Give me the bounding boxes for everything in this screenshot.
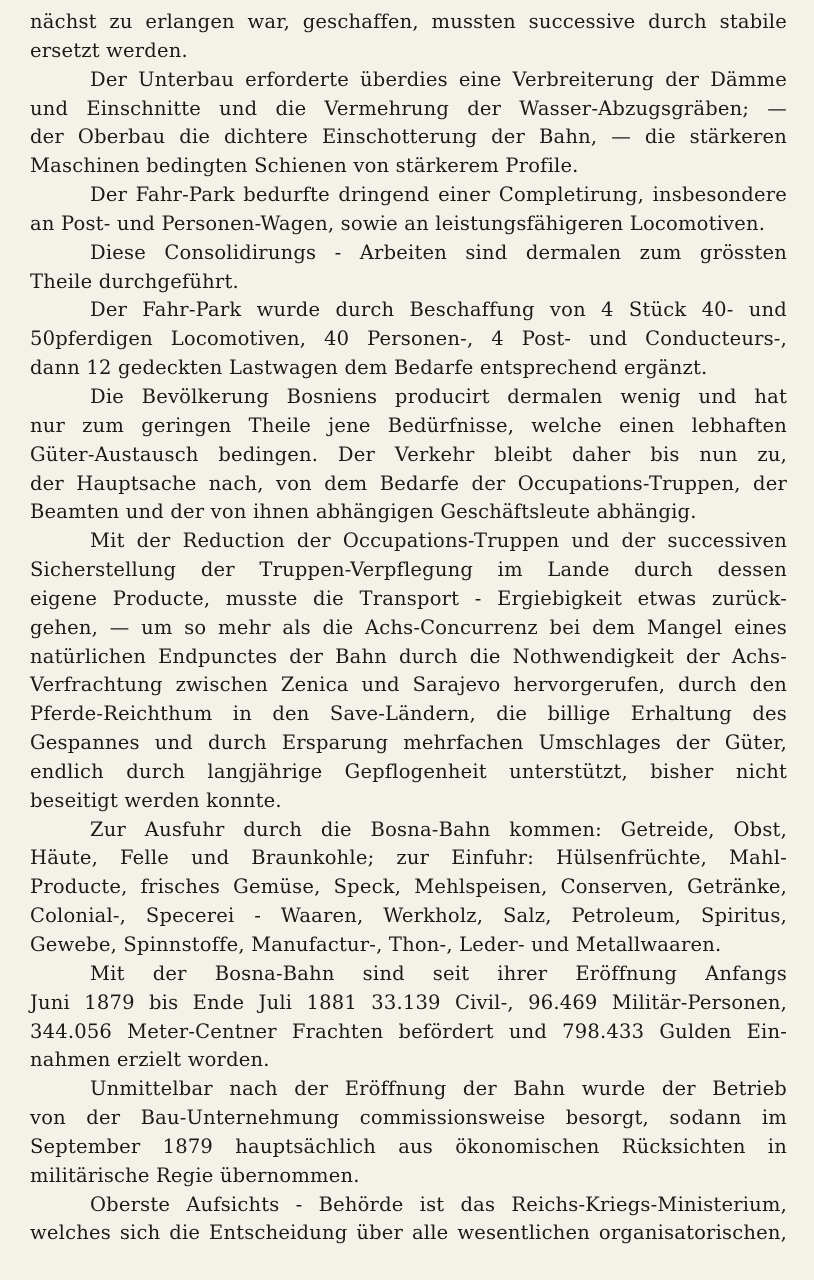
text-line: 344.056 Meter-Centner Frachten befördert und 798.433 Gulden Ein-: [30, 1019, 787, 1043]
text-line: Diese Consolidirungs - Arbeiten sind dermalen zum grössten: [90, 240, 787, 264]
text-line: von der Bau-Unternehmung commissionsweise besorgt, sodann im: [30, 1106, 787, 1130]
text-line: Gewebe, Spinnstoffe, Manufactur-, Thon-, Leder- und Metallwaaren.: [30, 933, 722, 956]
paragraph-traffic-stats: [0, 960, 814, 1075]
paragraph-population: [0, 383, 814, 527]
paragraph-operation: [0, 1075, 814, 1190]
text-line: nahmen erzielt worden.: [30, 1048, 270, 1072]
text-line: Verfrachtung zwischen Zenica und Sarajevo hervorgerufen, durch den: [30, 673, 787, 697]
text-line: nur zum geringen Theile jene Bedürfnisse, welche einen lebhaften: [30, 413, 787, 437]
text-line: Maschinen bedingten Schienen von stärkerem Profile.: [30, 154, 579, 178]
paragraph-reduction: [0, 527, 814, 815]
text-line: Güter-Austausch bedingen. Der Verkehr bleibt daher bis nun zu,: [30, 442, 787, 466]
text-line: dann 12 gedeckten Lastwagen dem Bedarfe entsprechend ergänzt.: [30, 356, 708, 380]
text-line: welches sich die Entscheidung über alle wesentlichen organisatorischen,: [30, 1221, 787, 1245]
text-line: der Hauptsache nach, von dem Bedarfe der Occupations-Truppen, der: [30, 471, 787, 495]
text-line: Juni 1879 bis Ende Juli 1881 33.139 Civil-, 96.469 Militär-Personen,: [30, 990, 787, 1014]
text-line: eigene Producte, musste die Transport - Ergiebigkeit etwas zurück-: [30, 586, 787, 610]
text-line: 50pferdigen Locomotiven, 40 Personen-, 4 Post- und Conducteurs-,: [30, 327, 787, 351]
text-line: Mit der Reduction der Occupations-Truppen und der successiven: [90, 529, 787, 553]
paragraph-authority: [0, 1191, 814, 1249]
text-line: Der Fahr-Park wurde durch Beschaffung von 4 Stück 40- und: [90, 298, 787, 322]
text-line: natürlichen Endpunctes der Bahn durch die Nothwendigkeit der Achs-: [30, 644, 787, 668]
text-line: nächst zu erlangen war, geschaffen, mussten successive durch stabile: [30, 10, 787, 33]
text-line: und Einschnitte und die Vermehrung der Wasser-Abzugsgräben; —: [30, 96, 787, 120]
text-line: beseitigt werden konnte.: [30, 788, 282, 812]
text-line: Pferde-Reichthum in den Save-Ländern, die billige Erhaltung des: [30, 702, 787, 726]
text-line: Mit der Bosna-Bahn sind seit ihrer Eröffnung Anfangs: [90, 961, 787, 985]
text-line: der Oberbau die dichtere Einschotterung der Bahn, — die stärkeren: [30, 125, 787, 149]
text-line: endlich durch langjährige Gepflogenheit unterstützt, bisher nicht: [30, 759, 787, 783]
paragraph-continued: [0, 8, 814, 66]
paragraph-export-import: [0, 816, 814, 960]
text-line: Zur Ausfuhr durch die Bosna-Bahn kommen: Getreide, Obst,: [90, 817, 787, 841]
text-line: Sicherstellung der Truppen-Verpflegung im Lande durch dessen: [30, 558, 787, 582]
text-line: Beamten und der von ihnen abhängigen Geschäftsleute abhängig.: [30, 500, 697, 524]
paragraph-fahr-park-need: [0, 181, 814, 239]
text-line: militärische Regie übernommen.: [30, 1163, 360, 1187]
text-line: an Post- und Personen-Wagen, sowie an leistungsfähigeren Locomotiven.: [30, 211, 766, 235]
paragraph-fahr-park-completed: [0, 296, 814, 383]
text-line: Gespannes und durch Ersparung mehrfachen Umschlages der Güter,: [30, 731, 787, 755]
text-line: gehen, — um so mehr als die Achs-Concurrenz bei dem Mangel eines: [30, 615, 787, 639]
text-line: Theile durchgeführt.: [30, 269, 239, 293]
text-line: September 1879 hauptsächlich aus ökonomischen Rücksichten in: [30, 1134, 787, 1158]
text-line: Die Bevölkerung Bosniens producirt dermalen wenig und hat: [90, 384, 787, 408]
text-line: Häute, Felle und Braunkohle; zur Einfuhr: Hülsenfrüchte, Mahl-: [30, 846, 787, 870]
paragraph-unterbau: [0, 66, 814, 181]
paragraph-consolidation: [0, 239, 814, 297]
text-line: Der Fahr-Park bedurfte dringend einer Completirung, insbesondere: [90, 183, 787, 207]
text-line: Colonial-, Specerei - Waaren, Werkholz, Salz, Petroleum, Spiritus,: [30, 904, 787, 928]
text-line: Unmittelbar nach der Eröffnung der Bahn wurde der Betrieb: [90, 1077, 787, 1101]
text-line: ersetzt werden.: [30, 38, 188, 62]
text-line: Producte, frisches Gemüse, Speck, Mehlspeisen, Conserven, Getränke,: [30, 875, 787, 899]
text-line: Oberste Aufsichts - Behörde ist das Reichs-Kriegs-Ministerium,: [90, 1192, 787, 1216]
text-line: Der Unterbau erforderte überdies eine Verbreiterung der Dämme: [90, 67, 787, 91]
